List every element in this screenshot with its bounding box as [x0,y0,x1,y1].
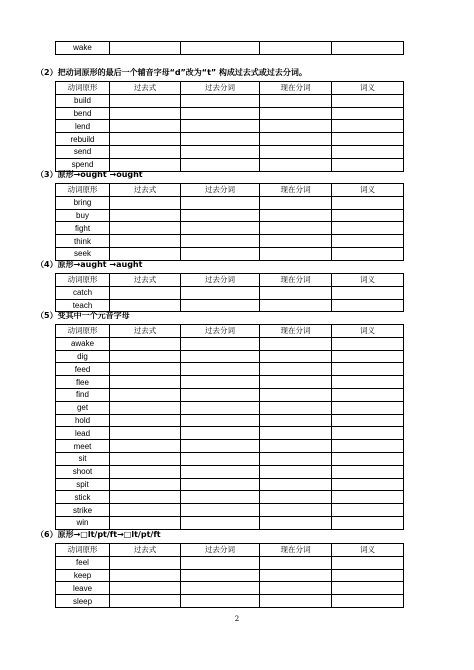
past-participle-cell[interactable] [181,504,260,517]
verb-base-form: sleep [56,595,110,608]
past-tense-cell[interactable] [110,491,181,504]
past-participle-cell[interactable] [181,158,260,171]
table-row [56,516,404,529]
table-row [56,401,404,414]
verb-base-form: feed [56,363,110,376]
meaning-cell[interactable] [332,350,404,363]
past-tense-cell[interactable] [110,94,181,107]
verb-base-form: spit [56,478,110,491]
table-row [56,414,404,427]
past-participle-cell[interactable] [181,299,260,312]
verb-base-form: shoot [56,465,110,478]
table-header-row [56,82,404,95]
past-participle-cell[interactable] [181,247,260,260]
past-participle-cell[interactable] [181,350,260,363]
past-tense-cell[interactable] [110,569,181,582]
table-row [56,569,404,582]
column-header: 词义 [332,82,404,95]
meaning-cell[interactable] [332,222,404,235]
verb-base-form: wake [56,42,110,55]
past-tense-cell[interactable] [110,299,181,312]
present-participle-cell[interactable] [260,158,332,171]
column-header: 词义 [332,184,404,197]
past-participle-cell[interactable] [181,595,260,608]
verb-base-form: buy [56,209,110,222]
present-participle-cell[interactable] [260,414,332,427]
present-participle-cell[interactable] [260,556,332,569]
verb-base-form: find [56,388,110,401]
meaning-cell[interactable] [332,196,404,209]
past-participle-cell[interactable] [181,452,260,465]
meaning-cell[interactable] [332,235,404,248]
present-participle-cell[interactable] [260,427,332,440]
verb-base-form: sit [56,452,110,465]
table-row [56,196,404,209]
meaning-cell[interactable] [332,414,404,427]
past-tense-cell[interactable] [110,478,181,491]
present-participle-cell[interactable] [260,222,332,235]
verb-base-form: fight [56,222,110,235]
meaning-cell[interactable] [332,504,404,517]
meaning-cell[interactable] [332,247,404,260]
past-tense-cell[interactable] [110,452,181,465]
past-tense-cell[interactable] [110,133,181,146]
verb-base-form: send [56,145,110,158]
verb-base-form: win [56,516,110,529]
table-row [56,247,404,260]
present-participle-cell[interactable] [260,363,332,376]
verb-base-form: think [56,235,110,248]
past-tense-cell[interactable] [110,504,181,517]
present-participle-cell[interactable] [260,235,332,248]
verb-base-form: teach [56,299,110,312]
meaning-cell[interactable] [332,388,404,401]
present-participle-cell[interactable] [260,107,332,120]
meaning-cell[interactable] [332,478,404,491]
past-participle-cell[interactable] [181,94,260,107]
table-row [56,299,404,312]
past-tense-cell[interactable] [110,556,181,569]
present-participle-cell[interactable] [260,299,332,312]
table-row [56,388,404,401]
present-participle-cell[interactable] [260,209,332,222]
column-header: 动词原形 [56,325,110,338]
past-tense-cell[interactable] [110,465,181,478]
present-participle-cell[interactable] [260,145,332,158]
past-participle-cell[interactable] [181,107,260,120]
past-participle-cell[interactable] [181,376,260,389]
column-header: 过去式 [110,325,181,338]
present-participle-cell[interactable] [260,582,332,595]
section-title-s6: （6）原形→□lt/pt/ft→□lt/pt/ft [36,530,161,539]
past-tense-cell[interactable] [110,440,181,453]
column-header: 过去分词 [181,274,260,287]
table-row [56,595,404,608]
past-participle-cell[interactable] [181,209,260,222]
verb-base-form: bend [56,107,110,120]
past-participle-cell[interactable] [181,440,260,453]
column-header: 动词原形 [56,274,110,287]
verb-base-form: catch [56,286,110,299]
past-tense-cell[interactable] [110,286,181,299]
past-participle-cell[interactable] [181,145,260,158]
column-header: 动词原形 [56,544,110,557]
present-participle-cell[interactable] [260,440,332,453]
verb-base-form: feel [56,556,110,569]
table-row [56,145,404,158]
page-number: 2 [234,615,240,623]
table-row [56,376,404,389]
table-row [56,582,404,595]
meaning-cell[interactable] [332,363,404,376]
meaning-cell[interactable] [332,286,404,299]
verb-base-form: dig [56,350,110,363]
verb-table-s3 [55,183,404,261]
table-row [56,94,404,107]
verb-base-form: get [56,401,110,414]
past-participle-cell[interactable] [181,120,260,133]
past-tense-cell[interactable] [110,145,181,158]
present-participle-cell[interactable] [260,478,332,491]
meaning-cell[interactable] [332,401,404,414]
present-participle-cell[interactable] [260,388,332,401]
verb-base-form: seek [56,247,110,260]
past-participle-cell[interactable] [181,582,260,595]
past-tense-cell[interactable] [110,350,181,363]
column-header: 动词原形 [56,184,110,197]
present-participle-cell[interactable] [260,133,332,146]
column-header: 过去式 [110,82,181,95]
table-row [56,452,404,465]
past-tense-cell[interactable] [110,247,181,260]
meaning-cell[interactable] [332,556,404,569]
verb-base-form: stick [56,491,110,504]
section-title-s2: （2）把动词原形的最后一个辅音字母“d”改为“t” 构成过去式或过去分词。 [36,68,307,77]
present-participle-cell[interactable] [260,401,332,414]
verb-base-form: strike [56,504,110,517]
past-tense-cell[interactable] [110,120,181,133]
past-participle-cell[interactable] [181,196,260,209]
past-tense-cell[interactable] [110,107,181,120]
past-tense-cell[interactable] [110,337,181,350]
column-header: 过去分词 [181,184,260,197]
past-tense-cell[interactable] [110,414,181,427]
past-tense-cell[interactable] [110,363,181,376]
column-header: 过去分词 [181,82,260,95]
present-participle-cell[interactable] [260,491,332,504]
present-participle-cell[interactable] [260,504,332,517]
verb-base-form: leave [56,582,110,595]
past-participle-cell[interactable] [181,222,260,235]
verb-base-form: awake [56,337,110,350]
table-header-row [56,274,404,287]
past-tense-cell[interactable] [110,427,181,440]
column-header: 过去分词 [181,325,260,338]
meaning-cell[interactable] [332,120,404,133]
verb-base-form: build [56,94,110,107]
meaning-cell[interactable] [332,452,404,465]
verb-base-form: meet [56,440,110,453]
present-participle-cell[interactable] [260,247,332,260]
meaning-cell[interactable] [332,94,404,107]
verb-table-s4 [55,273,404,312]
verb-base-form: spend [56,158,110,171]
column-header: 词义 [332,274,404,287]
table-row [56,465,404,478]
meaning-cell[interactable] [332,209,404,222]
past-tense-cell[interactable] [110,235,181,248]
column-header: 过去式 [110,184,181,197]
column-header: 现在分词 [260,274,332,287]
past-participle-cell[interactable] [181,478,260,491]
past-tense-cell[interactable] [110,196,181,209]
column-header: 动词原形 [56,82,110,95]
meaning-cell[interactable] [332,516,404,529]
table-row [56,42,404,55]
past-participle-cell[interactable] [181,556,260,569]
table-row [56,120,404,133]
present-participle-cell[interactable] [260,452,332,465]
table-row [56,337,404,350]
table-row [56,427,404,440]
column-header: 过去分词 [181,544,260,557]
past-tense-cell[interactable] [110,595,181,608]
verb-table-s2 [55,81,404,172]
past-tense-cell[interactable] [110,516,181,529]
past-participle-cell[interactable] [181,414,260,427]
present-participle-cell[interactable] [260,120,332,133]
present-participle-cell[interactable] [260,337,332,350]
past-tense-cell[interactable] [110,582,181,595]
verb-base-form: flee [56,376,110,389]
present-participle-cell[interactable] [260,376,332,389]
past-participle-cell[interactable] [181,42,260,55]
table-row [56,504,404,517]
verb-base-form: rebuild [56,133,110,146]
verb-base-form: lead [56,427,110,440]
section-title-s5: （5）变其中一个元音字母 [36,311,130,320]
present-participle-cell[interactable] [260,94,332,107]
past-participle-cell[interactable] [181,427,260,440]
present-participle-cell[interactable] [260,516,332,529]
table-header-row [56,325,404,338]
meaning-cell[interactable] [332,299,404,312]
meaning-cell[interactable] [332,107,404,120]
meaning-cell[interactable] [332,582,404,595]
present-participle-cell[interactable] [260,465,332,478]
table-row [56,440,404,453]
past-tense-cell[interactable] [110,222,181,235]
meaning-cell[interactable] [332,595,404,608]
past-tense-cell[interactable] [110,376,181,389]
present-participle-cell[interactable] [260,350,332,363]
section-title-s3: （3）原形→ought →ought [36,170,143,179]
present-participle-cell[interactable] [260,42,332,55]
verb-base-form: keep [56,569,110,582]
verb-base-form: bring [56,196,110,209]
past-tense-cell[interactable] [110,42,181,55]
column-header: 现在分词 [260,82,332,95]
verb-table-s1 [55,41,404,55]
present-participle-cell[interactable] [260,595,332,608]
section-title-s4: （4）原形→aught →aught [36,260,143,269]
meaning-cell[interactable] [332,465,404,478]
meaning-cell[interactable] [332,337,404,350]
table-row [56,556,404,569]
table-row [56,350,404,363]
table-row [56,133,404,146]
verb-table-s6 [55,543,404,608]
meaning-cell[interactable] [332,491,404,504]
present-participle-cell[interactable] [260,569,332,582]
table-row [56,209,404,222]
past-tense-cell[interactable] [110,388,181,401]
table-row [56,222,404,235]
past-participle-cell[interactable] [181,516,260,529]
verb-base-form: hold [56,414,110,427]
past-participle-cell[interactable] [181,401,260,414]
meaning-cell[interactable] [332,440,404,453]
meaning-cell[interactable] [332,42,404,55]
past-participle-cell[interactable] [181,465,260,478]
past-participle-cell[interactable] [181,235,260,248]
column-header: 过去式 [110,544,181,557]
past-participle-cell[interactable] [181,286,260,299]
past-participle-cell[interactable] [181,491,260,504]
past-participle-cell[interactable] [181,337,260,350]
meaning-cell[interactable] [332,569,404,582]
past-participle-cell[interactable] [181,363,260,376]
column-header: 现在分词 [260,184,332,197]
table-row [56,363,404,376]
past-participle-cell[interactable] [181,388,260,401]
table-row [56,478,404,491]
present-participle-cell[interactable] [260,196,332,209]
meaning-cell[interactable] [332,376,404,389]
table-row [56,235,404,248]
meaning-cell[interactable] [332,133,404,146]
meaning-cell[interactable] [332,145,404,158]
table-row [56,107,404,120]
verb-table-s5 [55,324,404,530]
column-header: 现在分词 [260,544,332,557]
past-tense-cell[interactable] [110,209,181,222]
column-header: 过去式 [110,274,181,287]
column-header: 词义 [332,544,404,557]
present-participle-cell[interactable] [260,286,332,299]
past-participle-cell[interactable] [181,569,260,582]
verb-base-form: lend [56,120,110,133]
table-row [56,491,404,504]
meaning-cell[interactable] [332,427,404,440]
column-header: 词义 [332,325,404,338]
meaning-cell[interactable] [332,158,404,171]
table-row [56,286,404,299]
past-participle-cell[interactable] [181,133,260,146]
past-tense-cell[interactable] [110,401,181,414]
table-header-row [56,184,404,197]
table-header-row [56,544,404,557]
column-header: 现在分词 [260,325,332,338]
